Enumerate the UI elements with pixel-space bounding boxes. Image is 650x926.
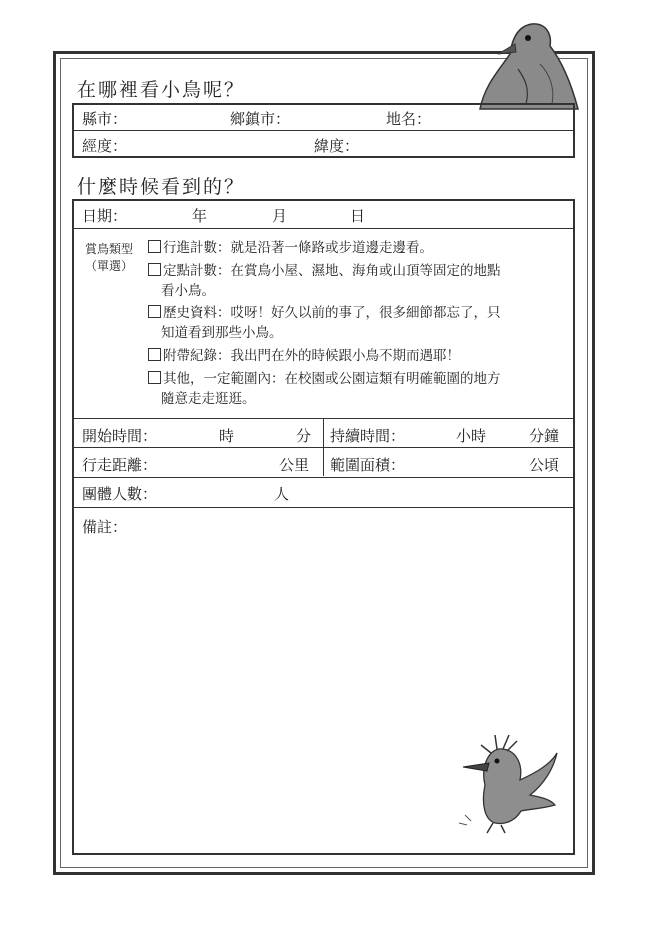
checkbox-icon[interactable] <box>148 263 161 276</box>
duration-hour-unit: 小時 <box>456 427 487 445</box>
bird-type-label <box>81 241 137 275</box>
checkbox-icon[interactable] <box>148 371 161 384</box>
bird-illustration-bottom-icon <box>445 725 560 835</box>
distance-unit: 公里 <box>279 456 310 474</box>
bird-type-option-3[interactable] <box>148 303 501 343</box>
longitude-label: 經度： <box>82 137 128 155</box>
distance-divider <box>74 477 573 478</box>
distance-label: 行走距離： <box>82 456 158 474</box>
location-heading: 在哪裡看小鳥呢？ <box>77 79 246 101</box>
start-hour-unit: 時 <box>219 427 235 445</box>
duration-minute-unit: 分鐘 <box>529 427 560 445</box>
option-5-text: 其他，一定範圍內：在校園或公園這類有明確範圍的地方 <box>163 371 501 387</box>
month-label: 月 <box>272 207 288 225</box>
area-unit: 公頃 <box>529 456 560 474</box>
time-heading: 什麼時候看到的？ <box>77 176 246 198</box>
bird-illustration-top-icon <box>460 14 590 114</box>
start-time-label: 開始時間： <box>82 427 158 445</box>
notes-label: 備註： <box>82 518 128 536</box>
time-divider <box>74 447 573 448</box>
group-label: 團體人數： <box>82 485 158 503</box>
county-label: 縣市： <box>82 110 128 128</box>
option-4-text: 附帶紀錄：我出門在外的時候跟小鳥不期而遇耶！ <box>163 348 460 364</box>
duration-label: 持續時間： <box>330 427 406 445</box>
location-box <box>72 103 575 158</box>
start-minute-unit: 分 <box>296 427 312 445</box>
option-2-text: 定點計數：在賞鳥小屋、濕地、海角或山頂等固定的地點 <box>163 263 501 279</box>
township-label: 鄉鎮市： <box>230 110 291 128</box>
group-unit: 人 <box>274 485 290 503</box>
option-3-text-cont: 知道看到那些小鳥。 <box>161 325 283 341</box>
place-label: 地名： <box>386 110 432 128</box>
day-label: 日 <box>350 207 366 225</box>
bird-type-title: 賞鳥類型 <box>84 242 133 256</box>
latitude-label: 緯度： <box>314 137 360 155</box>
bird-type-sublabel: （單選） <box>84 259 133 273</box>
checkbox-icon[interactable] <box>148 348 161 361</box>
option-1-text: 行進計數：就是沿著一條路或步道邊走邊看。 <box>163 240 433 256</box>
bird-type-option-5[interactable] <box>148 369 501 409</box>
year-label: 年 <box>192 207 208 225</box>
option-3-text: 歷史資料：哎呀！好久以前的事了，很多細節都忘了，只 <box>163 305 501 321</box>
area-label: 範圍面積： <box>330 456 406 474</box>
checkbox-icon[interactable] <box>148 240 161 253</box>
bird-type-option-4[interactable] <box>148 346 460 366</box>
group-divider <box>74 507 573 508</box>
option-5-text-cont: 隨意走走逛逛。 <box>161 391 256 407</box>
checkbox-icon[interactable] <box>148 305 161 318</box>
date-divider <box>74 228 573 229</box>
option-2-text-cont: 看小鳥。 <box>161 283 215 299</box>
location-divider <box>74 130 573 131</box>
date-label: 日期： <box>82 207 128 225</box>
bird-type-option-1[interactable] <box>148 238 433 258</box>
bird-type-option-2[interactable] <box>148 261 501 301</box>
